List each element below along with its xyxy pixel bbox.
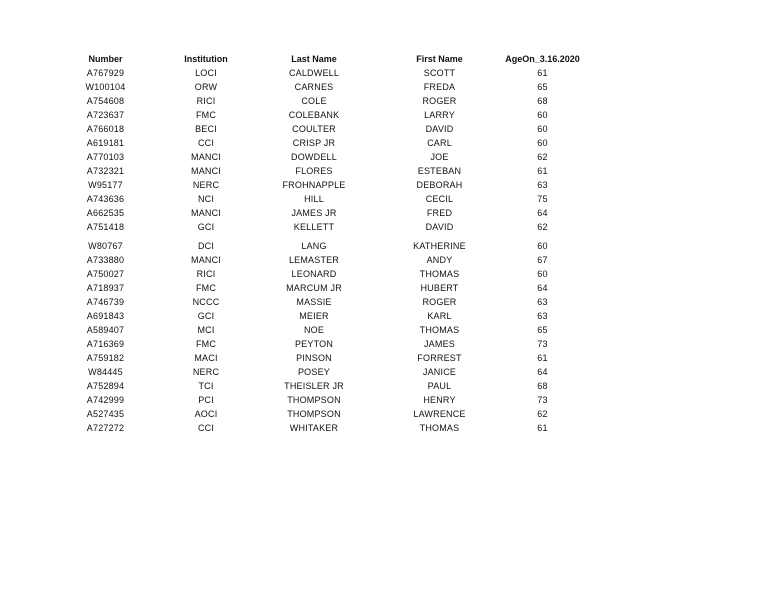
cell-age: 68 (537, 96, 548, 106)
cell-last-name: COLEBANK (288, 110, 340, 120)
table-row (45, 393, 588, 407)
cell-last-name: MARCUM JR (286, 283, 342, 293)
cell-age: 63 (537, 297, 548, 307)
table-row (45, 323, 588, 337)
table-row (45, 253, 588, 267)
cell-age: 64 (537, 283, 548, 293)
cell-first-name: LAWRENCE (413, 409, 466, 419)
cell-institution: FMC (195, 339, 217, 349)
table-row (45, 136, 588, 150)
cell-last-name: THEISLER JR (284, 381, 344, 391)
cell-first-name: ROGER (422, 96, 457, 106)
cell-last-name: PINSON (296, 353, 332, 363)
cell-number: A732321 (86, 166, 125, 176)
header-last-name: Last Name (291, 54, 337, 64)
header-first-name: First Name (416, 54, 463, 64)
cell-last-name: CALDWELL (288, 68, 340, 78)
cell-institution: MANCI (191, 166, 221, 176)
cell-first-name: CARL (427, 138, 452, 148)
cell-institution: MANCI (191, 152, 221, 162)
table-row (45, 206, 588, 220)
cell-institution: MCI (197, 325, 215, 335)
cell-last-name: JAMES JR (291, 208, 337, 218)
cell-institution: NERC (192, 180, 220, 190)
table-row (45, 122, 588, 136)
cell-last-name: COULTER (292, 124, 336, 134)
cell-age: 61 (537, 423, 548, 433)
cell-number: A743636 (86, 194, 125, 204)
cell-age: 73 (537, 339, 548, 349)
cell-institution: MACI (194, 353, 218, 363)
cell-number: A733880 (86, 255, 125, 265)
cell-last-name: NOE (303, 325, 325, 335)
cell-institution: CCI (197, 138, 215, 148)
cell-age: 73 (537, 395, 548, 405)
cell-last-name: THOMPSON (287, 395, 341, 405)
cell-first-name: FRED (426, 208, 453, 218)
inmate-age-table (45, 52, 588, 435)
cell-first-name: SCOTT (423, 68, 456, 78)
cell-first-name: DAVID (425, 222, 454, 232)
cell-last-name: DOWDELL (291, 152, 337, 162)
cell-number: A754608 (86, 96, 125, 106)
table-row (45, 66, 588, 80)
header-number: Number (88, 54, 123, 64)
cell-age: 68 (537, 381, 548, 391)
table-row (45, 80, 588, 94)
table-row (45, 178, 588, 192)
cell-last-name: COLE (301, 96, 327, 106)
cell-last-name: MEIER (299, 311, 329, 321)
cell-first-name: FORREST (417, 353, 462, 363)
table-row (45, 351, 588, 365)
cell-institution: NCCC (192, 297, 220, 307)
cell-institution: NERC (192, 367, 220, 377)
cell-last-name: MASSIE (296, 297, 332, 307)
cell-first-name: FREDA (423, 82, 456, 92)
cell-age: 61 (537, 166, 548, 176)
cell-age: 67 (537, 255, 548, 265)
cell-last-name: FLORES (295, 166, 333, 176)
table-row (45, 365, 588, 379)
cell-first-name: CECIL (425, 194, 454, 204)
cell-number: A767929 (86, 68, 125, 78)
table-body (45, 66, 588, 435)
cell-age: 60 (537, 138, 548, 148)
cell-age: 60 (537, 124, 548, 134)
cell-institution: NCI (197, 194, 215, 204)
cell-first-name: LARRY (424, 110, 455, 120)
cell-last-name: CRISP JR (292, 138, 336, 148)
cell-first-name: THOMAS (419, 325, 460, 335)
cell-first-name: JAMES (423, 339, 455, 349)
cell-number: W80767 (88, 241, 123, 251)
header-age: AgeOn_3.16.2020 (505, 54, 580, 64)
cell-number: A750027 (86, 269, 125, 279)
cell-first-name: ANDY (426, 255, 453, 265)
cell-number: A527435 (86, 409, 125, 419)
cell-number: A589407 (86, 325, 125, 335)
cell-last-name: CARNES (294, 82, 334, 92)
cell-number: A770103 (86, 152, 125, 162)
cell-institution: MANCI (191, 208, 221, 218)
table-row (45, 220, 588, 234)
cell-age: 60 (537, 110, 548, 120)
cell-age: 63 (537, 311, 548, 321)
header-institution: Institution (184, 54, 228, 64)
cell-first-name: PAUL (427, 381, 452, 391)
cell-institution: TCI (198, 381, 214, 391)
cell-first-name: DAVID (425, 124, 454, 134)
cell-number: A752894 (86, 381, 125, 391)
cell-last-name: FROHNAPPLE (282, 180, 346, 190)
cell-last-name: HILL (304, 194, 324, 204)
table-row (45, 192, 588, 206)
cell-last-name: KELLETT (293, 222, 335, 232)
cell-institution: AOCI (194, 409, 218, 419)
cell-institution: BECI (195, 124, 217, 134)
cell-number: A766018 (86, 124, 125, 134)
cell-number: A727272 (86, 423, 125, 433)
cell-first-name: HENRY (423, 395, 456, 405)
table-row (45, 281, 588, 295)
cell-number: W84445 (88, 367, 123, 377)
cell-age: 65 (537, 82, 548, 92)
cell-institution: RICI (196, 96, 216, 106)
cell-first-name: THOMAS (419, 269, 460, 279)
cell-last-name: PEYTON (294, 339, 334, 349)
cell-institution: MANCI (191, 255, 221, 265)
cell-age: 60 (537, 269, 548, 279)
cell-institution: LOCI (195, 68, 217, 78)
cell-age: 61 (537, 68, 548, 78)
cell-age: 65 (537, 325, 548, 335)
cell-first-name: KATHERINE (413, 241, 466, 251)
cell-first-name: JANICE (422, 367, 457, 377)
cell-institution: DCI (197, 241, 215, 251)
table-row (45, 94, 588, 108)
header-row (45, 52, 588, 66)
table-row (45, 379, 588, 393)
cell-first-name: KARL (427, 311, 452, 321)
table-row (45, 150, 588, 164)
cell-number: A746739 (86, 297, 125, 307)
cell-institution: FMC (195, 283, 217, 293)
cell-first-name: HUBERT (420, 283, 459, 293)
cell-number: A742999 (86, 395, 125, 405)
cell-last-name: LANG (301, 241, 327, 251)
cell-number: W95177 (88, 180, 123, 190)
table-row (45, 164, 588, 178)
cell-institution: GCI (197, 311, 215, 321)
cell-institution: RICI (196, 269, 216, 279)
cell-number: A718937 (86, 283, 125, 293)
table-row (45, 234, 588, 253)
cell-last-name: WHITAKER (289, 423, 339, 433)
cell-first-name: JOE (430, 152, 449, 162)
table-row (45, 407, 588, 421)
cell-age: 60 (537, 241, 548, 251)
cell-first-name: ESTEBAN (417, 166, 462, 176)
cell-age: 75 (537, 194, 548, 204)
cell-last-name: THOMPSON (287, 409, 341, 419)
cell-age: 64 (537, 208, 548, 218)
cell-number: A751418 (86, 222, 125, 232)
cell-age: 62 (537, 409, 548, 419)
table-row (45, 421, 588, 435)
cell-number: A723637 (86, 110, 125, 120)
cell-age: 62 (537, 152, 548, 162)
cell-last-name: LEMASTER (288, 255, 340, 265)
table-row (45, 309, 588, 323)
cell-institution: PCI (198, 395, 214, 405)
table-row (45, 337, 588, 351)
cell-first-name: DEBORAH (416, 180, 463, 190)
cell-number: W100104 (85, 82, 126, 92)
cell-last-name: LEONARD (291, 269, 337, 279)
cell-institution: FMC (195, 110, 217, 120)
cell-first-name: ROGER (422, 297, 457, 307)
cell-age: 63 (537, 180, 548, 190)
cell-age: 61 (537, 353, 548, 363)
cell-number: A691843 (86, 311, 125, 321)
cell-age: 62 (537, 222, 548, 232)
cell-institution: GCI (197, 222, 215, 232)
table-row (45, 108, 588, 122)
cell-number: A759182 (86, 353, 125, 363)
cell-number: A619181 (86, 138, 125, 148)
cell-number: A716369 (86, 339, 125, 349)
cell-institution: CCI (197, 423, 215, 433)
cell-institution: ORW (194, 82, 218, 92)
cell-last-name: POSEY (297, 367, 330, 377)
table-row (45, 295, 588, 309)
cell-first-name: THOMAS (419, 423, 460, 433)
cell-age: 64 (537, 367, 548, 377)
table-row (45, 267, 588, 281)
cell-number: A662535 (86, 208, 125, 218)
